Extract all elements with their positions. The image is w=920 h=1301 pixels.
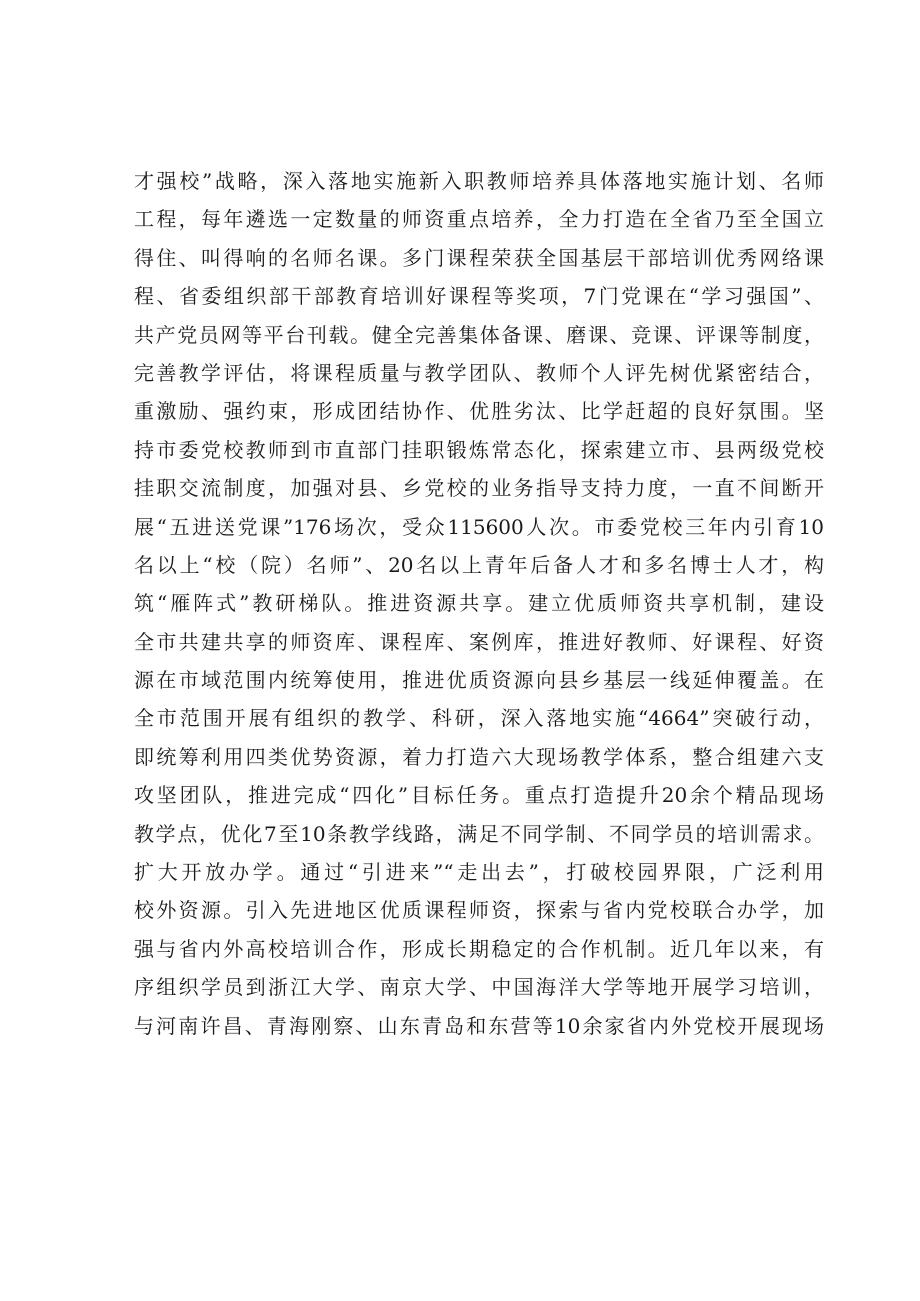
- text-line: 全市范围开展有组织的教学、科研，深入落地实施“4664”突破行动，: [134, 706, 824, 731]
- text-line: 程、省委组织部干部教育培训好课程等奖项，7门党课在“学习强国”、: [134, 284, 824, 309]
- text-line: 强与省内外高校培训合作，形成长期稳定的合作机制。近几年以来，有: [134, 936, 824, 961]
- text-line: 全市共建共享的师资库、课程库、案例库，推进好教师、好课程、好资: [134, 629, 824, 654]
- text-line: 教学点，优化7至10条教学线路，满足不同学制、不同学员的培训需求。: [134, 821, 824, 846]
- text-line: 扩大开放办学。通过“引进来”“走出去”，打破校园界限，广泛利用: [134, 860, 824, 885]
- text-line: 工程，每年遴选一定数量的师资重点培养，全力打造在全省乃至全国立: [134, 207, 824, 232]
- text-line: 重激励、强约束，形成团结协作、优胜劣汰、比学赶超的良好氛围。坚: [134, 399, 824, 424]
- text-line: 校外资源。引入先进地区优质课程师资，探索与省内党校联合办学，加: [134, 898, 824, 923]
- text-line: 攻坚团队，推进完成“四化”目标任务。重点打造提升20余个精品现场: [134, 783, 824, 808]
- text-line: 才强校”战略，深入落地实施新入职教师培养具体落地实施计划、名师: [134, 169, 824, 193]
- text-line: 持市委党校教师到市直部门挂职锻炼常态化，探索建立市、县两级党校: [134, 437, 824, 462]
- text-line: 序组织学员到浙江大学、南京大学、中国海洋大学等地开展学习培训，: [134, 975, 824, 1000]
- text-line: 即统筹利用四类优势资源，着力打造六大现场教学体系，整合组建六支: [134, 744, 824, 769]
- text-line: 展“五进送党课”176场次，受众115600人次。市委党校三年内引育10: [134, 514, 824, 539]
- text-line: 共产党员网等平台刊载。健全完善集体备课、磨课、竞课、评课等制度，: [134, 322, 824, 347]
- text-line: 筑“雁阵式”教研梯队。推进资源共享。建立优质师资共享机制，建设: [134, 591, 824, 616]
- text-line: 完善教学评估，将课程质量与教学团队、教师个人评先树优紧密结合，: [134, 360, 824, 385]
- text-line: 得住、叫得响的名师名课。多门课程荣获全国基层干部培训优秀网络课: [134, 245, 824, 270]
- text-line: 名以上“校（院）名师”、20名以上青年后备人才和多名博士人才，构: [134, 552, 824, 577]
- text-line: 挂职交流制度，加强对县、乡党校的业务指导支持力度，一直不间断开: [134, 476, 824, 501]
- text-line: 与河南许昌、青海刚察、山东青岛和东营等10余家省内外党校开展现场: [134, 1013, 824, 1038]
- text-line: 源在市域范围内统筹使用，推进优质资源向县乡基层一线延伸覆盖。在: [134, 668, 824, 693]
- body-paragraph: [134, 162, 824, 1045]
